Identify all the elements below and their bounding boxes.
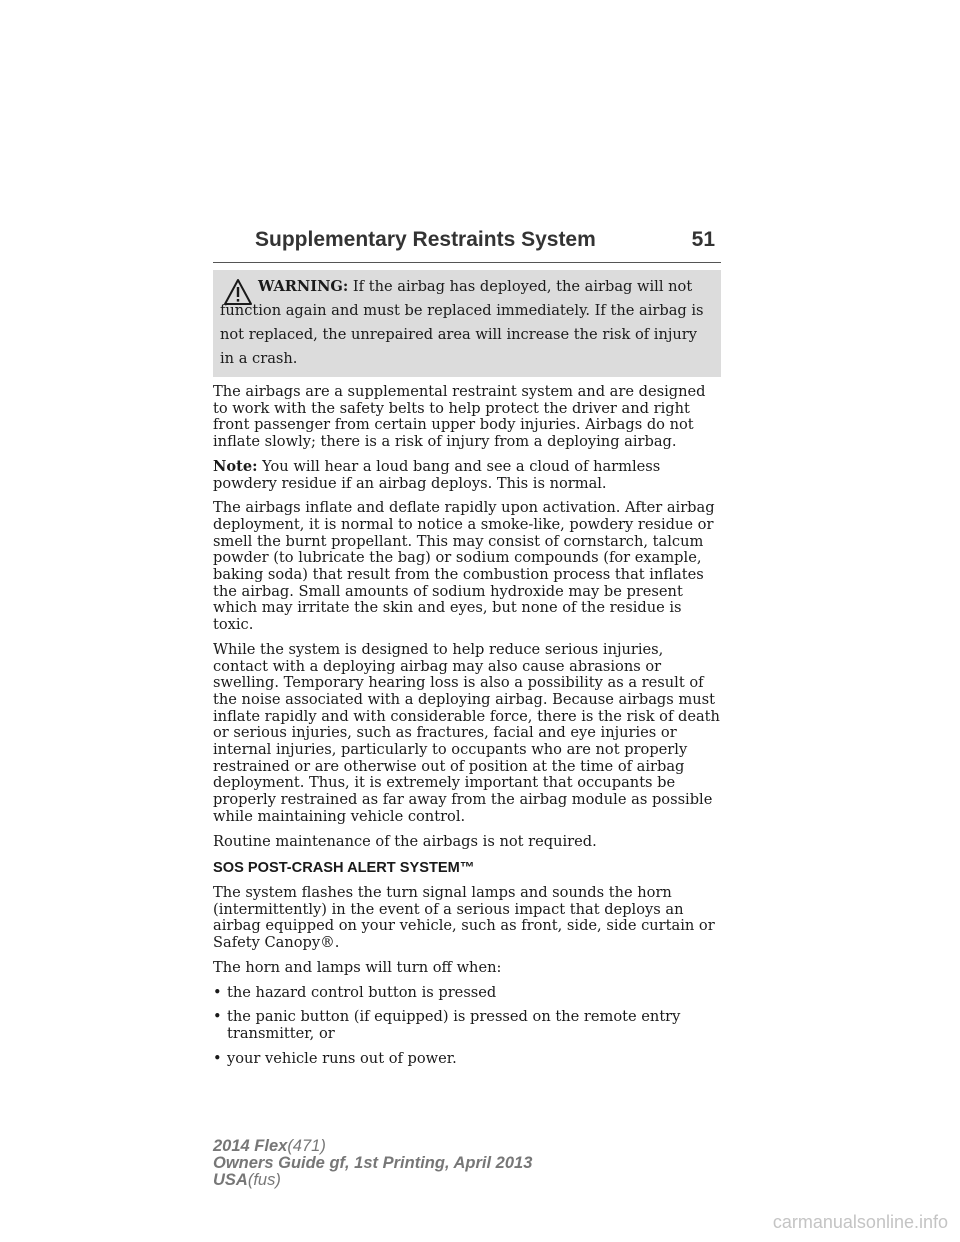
footer-line-2: Owners Guide gf, 1st Printing, April 2013 bbox=[213, 1154, 533, 1172]
print-footer bbox=[213, 1138, 532, 1189]
warning-triangle-icon bbox=[223, 278, 253, 306]
paragraph-residue: The airbags inflate and deflate rapidly upon activation. After airbag deployment, it is normal to notice a smoke-like, powdery residue or smell the burnt propellant. This may consist of cornstarch, talcum powder (to lubricate the bag) or sodium compounds (for example, baking soda) that result from the combustion process that inflates the airbag. Small amounts of sodium hydroxide may be present which may irritate the skin and eyes, but none of the residue is toxic. bbox=[213, 499, 715, 634]
sos-turn-off-intro: The horn and lamps will turn off when: bbox=[213, 958, 502, 976]
paragraph-maintenance: Routine maintenance of the airbags is not required. bbox=[213, 832, 597, 850]
note-label: Note: bbox=[213, 457, 258, 475]
list-item bbox=[213, 985, 721, 1002]
paragraph-injuries: While the system is designed to help reduce serious injuries, contact with a deploying airbag may also cause abrasions or swelling. Temporary hearing loss is also a possibility as a result of the noise associated with a deploying airbag. Because airbags must inflate rapidly and with considerable force, there is the risk of death or serious injuries, such as fractures, facial and eye injuries or internal injuries, particularly to occupants who are not properly restrained or are otherwise out of position at the time of airbag deployment. Thus, it is extremely important that occupants be properly restrained as far away from the airbag module as possible while maintaining vehicle control. bbox=[213, 640, 720, 825]
list-item-text: your vehicle runs out of power. bbox=[227, 1049, 457, 1067]
sos-heading: SOS POST-CRASH ALERT SYSTEM™ bbox=[213, 860, 475, 877]
note-text: You will hear a loud bang and see a cloud of harmless powdery residue if an airbag deploys. This is normal. bbox=[213, 457, 661, 492]
warning-label: WARNING: bbox=[258, 278, 349, 295]
sos-paragraph: The system flashes the turn signal lamps and sounds the horn (intermittently) in the event of a serious impact that deploys an airbag equipped on your vehicle, such as front, side, side curtain or Safety Canopy®. bbox=[213, 883, 715, 952]
page-header bbox=[213, 228, 721, 263]
bullet: • bbox=[213, 983, 222, 1001]
footer-market: USA bbox=[213, 1171, 248, 1189]
page-number: 51 bbox=[691, 228, 715, 251]
footer-model: 2014 Flex bbox=[213, 1137, 288, 1155]
list-item-text: the hazard control button is pressed bbox=[227, 983, 497, 1001]
list-item bbox=[213, 1009, 721, 1042]
warning-text: If the airbag has deployed, the airbag will not function again and must be replaced immediately. If the airbag is not replaced, the unrepaired area will increase the risk of injury in a crash. bbox=[220, 278, 704, 367]
note-paragraph bbox=[213, 459, 721, 492]
footer-market-code: (fus) bbox=[247, 1171, 281, 1189]
list-item bbox=[213, 1051, 721, 1068]
footer-code: (471) bbox=[287, 1137, 326, 1155]
bullet: • bbox=[213, 1008, 222, 1026]
main-content bbox=[213, 270, 721, 1075]
sos-bullet-list bbox=[213, 985, 721, 1068]
footer-line-3 bbox=[213, 1172, 532, 1189]
watermark: carmanualsonline.info bbox=[772, 1212, 948, 1232]
warning-text-block bbox=[220, 275, 714, 371]
section-title: Supplementary Restraints System bbox=[255, 228, 596, 251]
list-item-text: the panic button (if equipped) is pressed on the remote entry transmitter, or bbox=[227, 1008, 681, 1042]
paragraph-intro: The airbags are a supplemental restraint system and are designed to work with the safety belts to help protect the driver and right front passenger from certain upper body injuries. Airbags do not inflate slowly; there is a risk of injury from a deploying airbag. bbox=[213, 383, 706, 451]
warning-box bbox=[213, 270, 721, 377]
footer-line-1 bbox=[213, 1138, 532, 1155]
bullet: • bbox=[213, 1049, 222, 1067]
